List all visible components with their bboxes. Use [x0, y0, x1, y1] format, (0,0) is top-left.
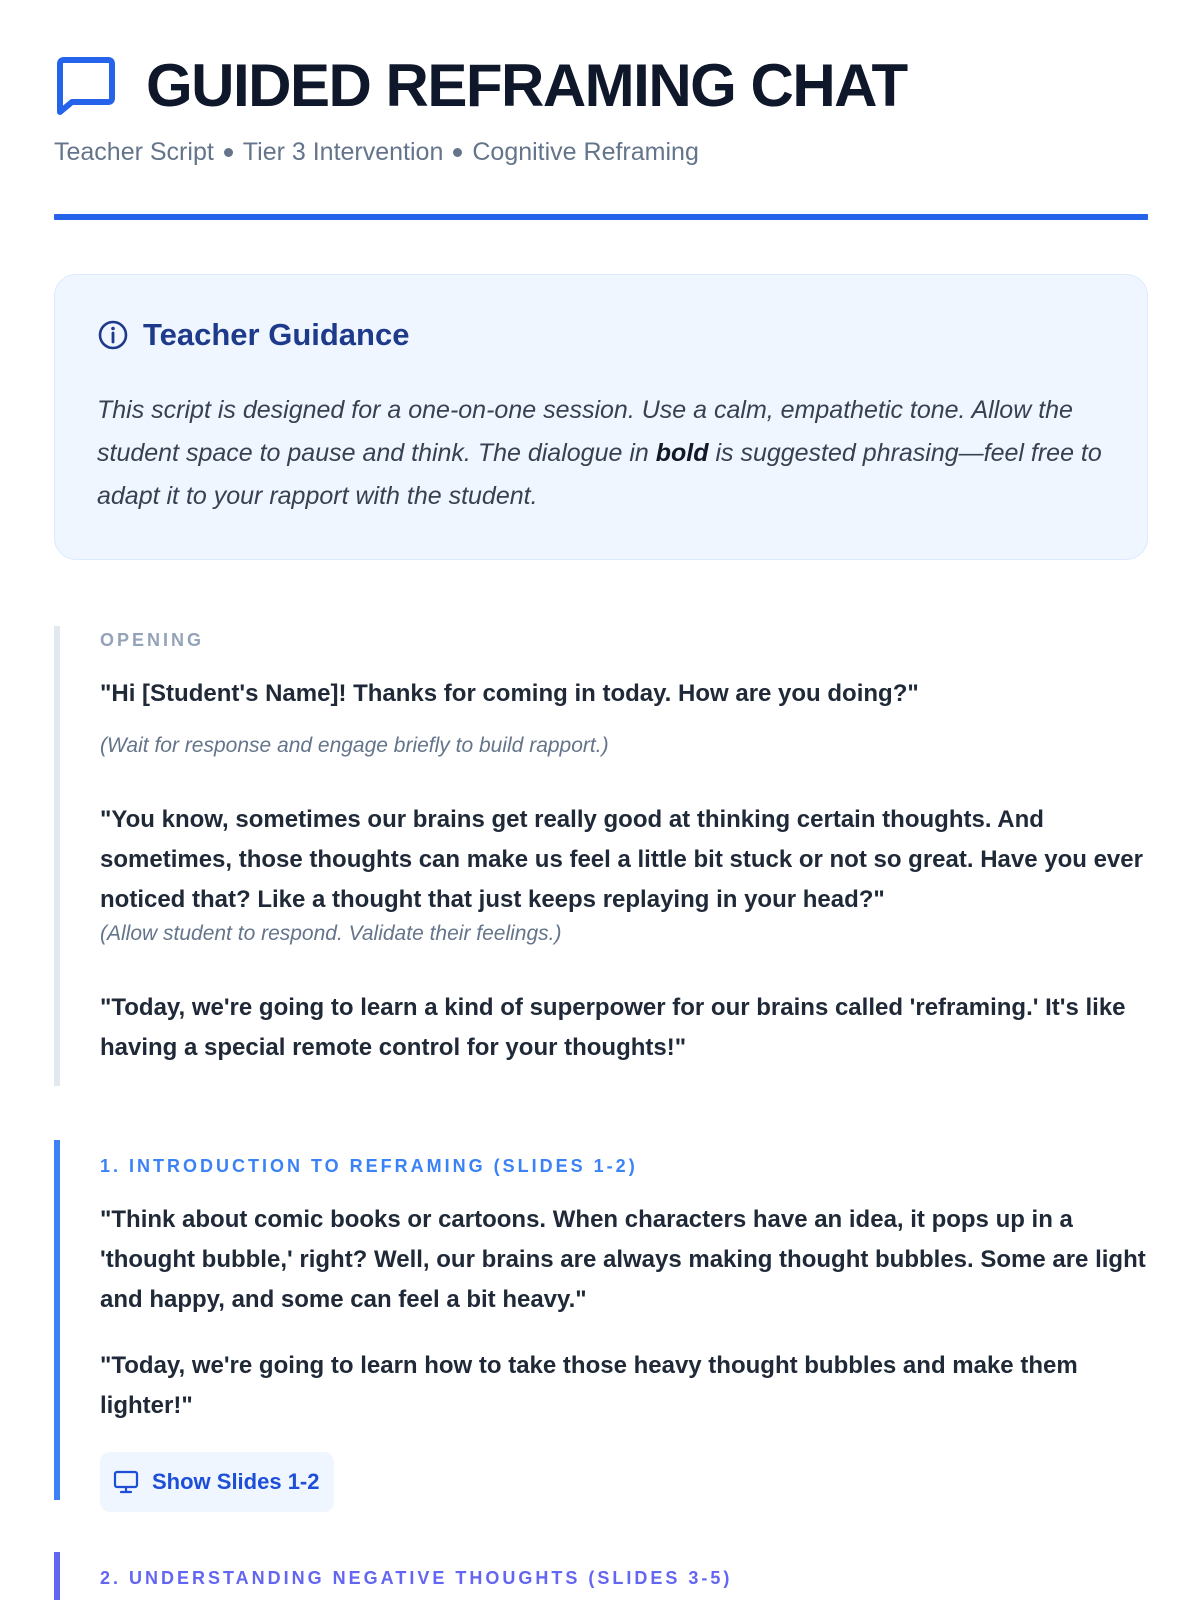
- chat-bubble-icon: [54, 54, 118, 118]
- section-label: OPENING: [100, 630, 205, 650]
- section-bar: [54, 626, 60, 1086]
- section-label: 1. INTRODUCTION TO REFRAMING (SLIDES 1-2): [100, 1156, 638, 1176]
- script-page: [54, 0, 1148, 1588]
- guidance-heading: [97, 317, 1105, 353]
- monitor-icon: [112, 1468, 140, 1496]
- separator-dot: [224, 148, 233, 157]
- subtitle-part: Cognitive Reframing: [472, 138, 699, 166]
- section-label: 2. UNDERSTANDING NEGATIVE THOUGHTS (SLIDES 3-5): [100, 1568, 733, 1588]
- section-introduction: [54, 1140, 1148, 1500]
- section-opening: [54, 626, 1148, 1086]
- guidance-text-part: is suggested phrasing—feel free to adapt it to your rapport with the student.: [97, 439, 1102, 510]
- header-divider: [54, 214, 1148, 220]
- info-circle-icon: [97, 319, 129, 351]
- show-slides-button[interactable]: [100, 1452, 334, 1512]
- subtitle: [54, 138, 699, 167]
- guidance-text-part: This script is designed for a one-on-one session. Use a calm, empathetic tone. Allow the student space to pause and think. The dialogue in: [97, 396, 1073, 467]
- dialogue-line: "Today, we're going to learn how to take those heavy thought bubbles and make them lighter!": [100, 1352, 1078, 1419]
- dialogue-line: "You know, sometimes our brains get really good at thinking certain thoughts. And sometimes, those thoughts can make us feel a little bit stuck or not so great. Have you ever noticed that? Like a thought that just keeps replaying in your head?": [100, 806, 1143, 913]
- section-negative-thoughts: [54, 1552, 1148, 1600]
- section-bar: [54, 1552, 60, 1600]
- teacher-guidance-box: [54, 274, 1148, 560]
- teacher-note: (Wait for response and engage briefly to build rapport.): [100, 734, 609, 757]
- header: [54, 0, 1148, 170]
- section-bar: [54, 1140, 60, 1500]
- title-row: [54, 54, 907, 118]
- dialogue-line: "Think about comic books or cartoons. When characters have an idea, it pops up in a 'thought bubble,' right? Well, our brains are always making thought bubbles. Some are light and happy, and some can feel a bit heavy.": [100, 1206, 1146, 1313]
- subtitle-part: Tier 3 Intervention: [242, 138, 444, 166]
- teacher-note: (Allow student to respond. Validate their feelings.): [100, 922, 562, 945]
- guidance-title: Teacher Guidance: [143, 317, 410, 352]
- button-label: Show Slides 1-2: [152, 1469, 320, 1494]
- separator-dot: [453, 148, 462, 157]
- dialogue-line: "Today, we're going to learn a kind of superpower for our brains called 'reframing.' It's like having a special remote control for your thoughts!": [100, 994, 1126, 1061]
- subtitle-part: Teacher Script: [54, 138, 214, 166]
- dialogue-line: "Hi [Student's Name]! Thanks for coming in today. How are you doing?": [100, 680, 919, 707]
- guidance-text: [97, 389, 1105, 518]
- page-title: GUIDED REFRAMING CHAT: [146, 52, 907, 119]
- guidance-bold-word: bold: [655, 439, 709, 467]
